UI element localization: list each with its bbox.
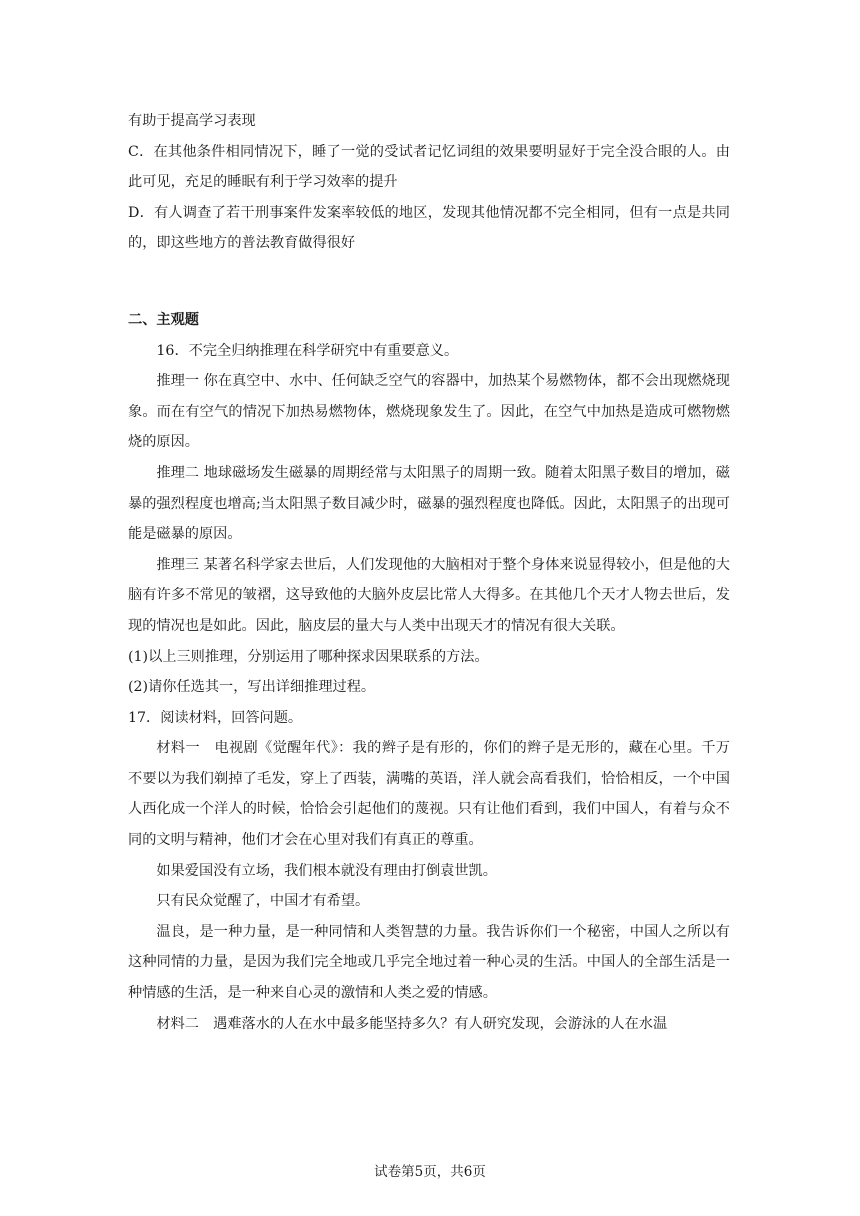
option-c: C．在其他条件相同情况下，睡了一觉的受试者记忆词组的效果要明显好于完全没合眼的人。由此可见，充足的睡眠有利于学习效率的提升 xyxy=(128,143,730,191)
q16-reasoning-3: 推理三 某著名科学家去世后，人们发现他的大脑相对于整个身体来说显得较小，但是他的大脑有许多不常见的皱褶，这导致他的大脑外皮层比常人大得多。在其他几个天才人物去世后，发现的情况也是如此。因此，脑皮层的量大与人类中出现天才的情况有很大关联。 xyxy=(128,556,730,634)
q17-paragraph-4: 温良，是一种力量，是一种同情和人类智慧的力量。我告诉你们一个秘密，中国人之所以有这种同情的力量，是因为我们完全地或几乎完全地过着一种心灵的生活。中国人的全部生活是一种情感的生活，是一种来自心灵的激情和人类之爱的情感。 xyxy=(128,923,730,1002)
q17-material-2: 材料二 遇难落水的人在水中最多能坚持多久？有人研究发现，会游泳的人在水温 xyxy=(156,1015,668,1032)
option-d: D．有人调查了若干刑事案件发案率较低的地区，发现其他情况都不完全相同，但有一点是共同的，即这些地方的普法教育做得很好 xyxy=(128,204,730,252)
q17-paragraph-2: 如果爱国没有立场，我们根本就没有理由打倒袁世凯。 xyxy=(156,862,497,879)
q16-stem: 16．不完全归纳推理在科学研究中有重要意义。 xyxy=(156,342,459,359)
section-title: 二、主观题 xyxy=(128,311,199,328)
page-content xyxy=(128,106,730,1039)
page-footer: 试卷第5页，共6页 xyxy=(374,1164,486,1180)
q17-material-1: 材料一 电视剧《觉醒年代》：我的辫子是有形的，你们的辫子是无形的，藏在心里。千万不要以为我们剃掉了毛发，穿上了西装，满嘴的英语，洋人就会高看我们，恰恰相反，一个中国人西化成一个洋人的时候，恰恰会引起他们的蔑视。只有让他们看到，我们中国人，有着与众不同的文明与精神，他们才会在心里对我们有真正的尊重。 xyxy=(128,740,730,849)
q16-reasoning-1: 推理一 你在真空中、水中、任何缺乏空气的容器中，加热某个易燃物体，都不会出现燃烧现象。而在有空气的情况下加热易燃物体，燃烧现象发生了。因此，在空气中加热是造成可燃物燃烧的原因。 xyxy=(128,373,730,451)
q16-reasoning-2: 推理二 地球磁场发生磁暴的周期经常与太阳黑子的周期一致。随着太阳黑子数目的增加，磁暴的强烈程度也增高;当太阳黑子数目减少时，磁暴的强烈程度也降低。因此，太阳黑子的出现可能是磁暴的原因。 xyxy=(128,464,730,543)
section-gap xyxy=(128,259,730,305)
q17-paragraph-3: 只有民众觉醒了，中国才有希望。 xyxy=(156,893,370,910)
q17-stem: 17．阅读材料，回答问题。 xyxy=(128,709,303,726)
option-b-continuation: 有助于提高学习表现 xyxy=(128,113,256,129)
q16-subquestion-1: (1)以上三则推理，分别运用了哪种探求因果联系的方法。 xyxy=(128,648,489,665)
q16-subquestion-2: (2)请你任选其一，写出详细推理过程。 xyxy=(128,679,376,696)
